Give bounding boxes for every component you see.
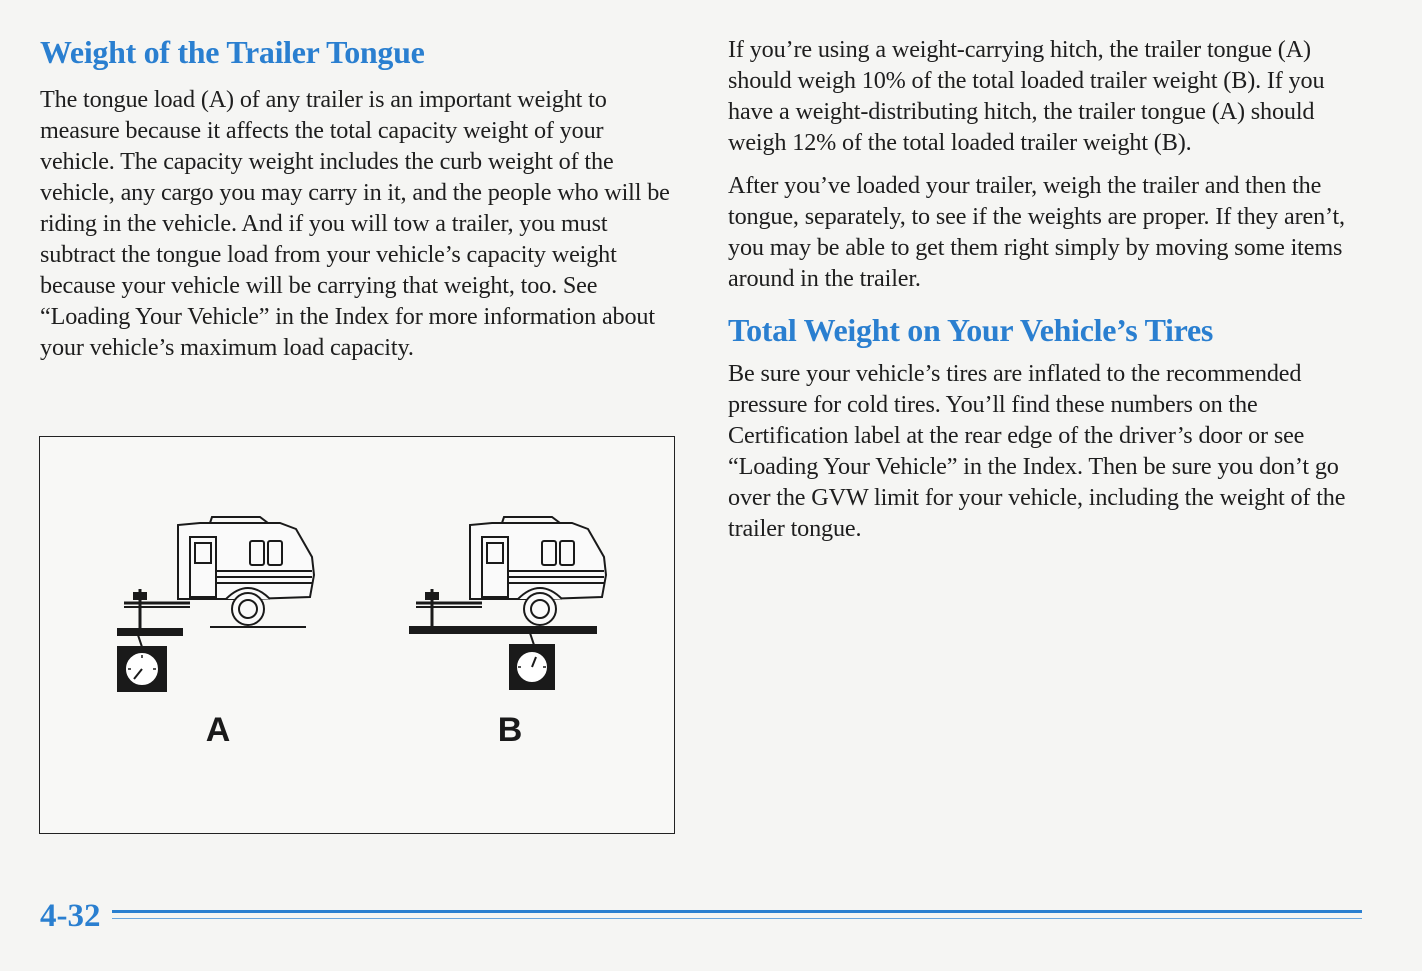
tire-pressure-paragraph: Be sure your vehicle’s tires are inflated to the recommended pressure for cold tires. You’ll find these numbers on the Certification label at the rear edge of the driver’s door or see “Loading Your Vehicle” in the Index. Then be sure you don’t go over the GVW limit for your vehicle, including the weight of the trailer tongue. <box>728 360 1346 542</box>
weigh-trailer-paragraph: After you’ve loaded your trailer, weigh the trailer and then the tongue, separately, to see if the weights are proper. If they aren’t, you may be able to get them right simply by moving some items around in the trailer. <box>728 172 1345 292</box>
trailer-weighing-illustration <box>39 436 675 834</box>
section-heading-trailer-tongue: Weight of the Trailer Tongue <box>40 34 425 70</box>
trailer-a-drawing <box>118 517 314 691</box>
footer-rule <box>112 910 1362 913</box>
section-heading-total-weight: Total Weight on Your Vehicle’s Tires <box>728 312 1214 348</box>
hitch-weight-paragraph: If you’re using a weight-carrying hitch, the trailer tongue (A) should weigh 10% of the total loaded trailer weight (B). If you have a weight-distributing hitch, the trailer tongue (A) should weigh 12% of the total loaded trailer weight (B). <box>728 36 1325 156</box>
tongue-load-paragraph: The tongue load (A) of any trailer is an important weight to measure because it affects the total capacity weight of your vehicle. The capacity weight includes the curb weight of the vehicle, any cargo you may carry in it, and the people who will be riding in the vehicle. And if you will tow a trailer, you must subtract the tongue load from your vehicle’s capacity weight because your vehicle will be carrying that weight, too. See “Loading Your Vehicle” in the Index for more information about your vehicle’s maximum load capacity. <box>40 86 670 361</box>
right-column <box>728 34 1368 544</box>
footer-rule-thin <box>112 918 1362 919</box>
trailer-b-drawing <box>410 517 606 689</box>
page-number: 4-32 <box>40 898 101 934</box>
figure-label-a: A <box>205 711 231 749</box>
figure-label-b: B <box>497 711 523 749</box>
left-column <box>40 30 680 363</box>
